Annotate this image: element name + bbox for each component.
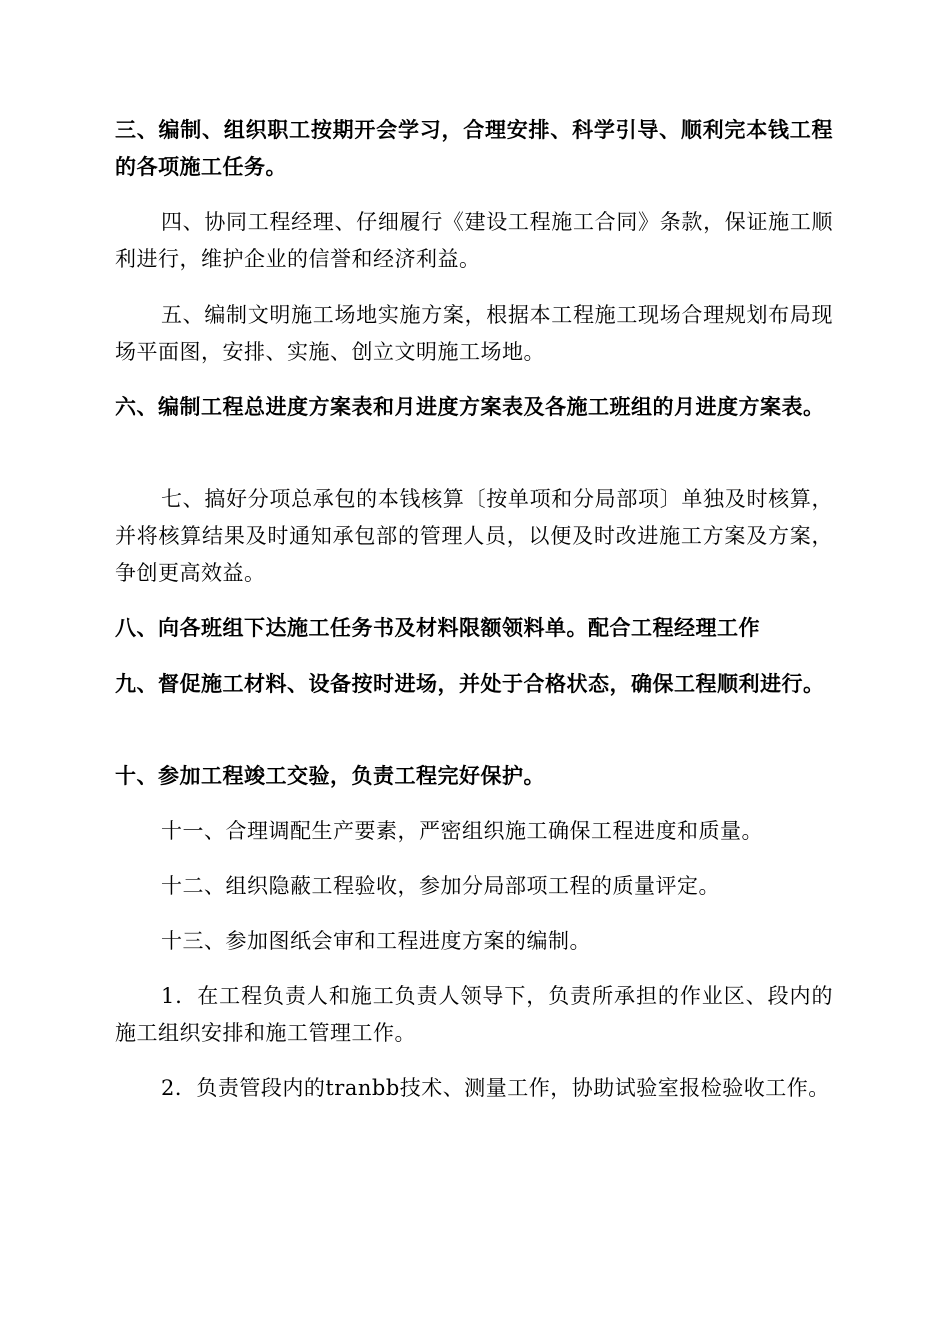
- paragraph-13: 十三、参加图纸会审和工程进度方案的编制。: [161, 929, 591, 953]
- paragraph-11: 十一、合理调配生产要素，严密组织施工确保工程进度和质量。: [161, 819, 763, 843]
- paragraph-12: 十二、组织隐蔽工程验收，参加分局部项工程的质量评定。: [161, 874, 720, 898]
- paragraph-4: 四、协同工程经理、仔细履行《建设工程施工合同》条款，保证施工顺利进行，维护企业的信誉和经济利益。: [115, 210, 833, 271]
- paragraph-9: 九、督促施工材料、设备按时进场，并处于合格状态，确保工程顺利进行。: [115, 672, 825, 696]
- paragraph-7: 七、搞好分项总承包的本钱核算〔按单项和分局部项〕单独及时核算，并将核算结果及时通知承包部的管理人员，以便及时改进施工方案及方案，争创更高效益。: [115, 487, 833, 585]
- paragraph-item-2: 2．负责管段内的tranbb技术、测量工作，协助试验室报检验收工作。: [161, 1076, 830, 1100]
- paragraph-8: 八、向各班组下达施工任务书及材料限额领料单。配合工程经理工作: [115, 616, 760, 640]
- paragraph-3: 三、编制、组织职工按期开会学习，合理安排、科学引导、顺利完本钱工程的各项施工任务。: [115, 118, 833, 179]
- paragraph-5: 五、编制文明施工场地实施方案，根据本工程施工现场合理规划布局现场平面图，安排、实施、创立文明施工场地。: [115, 303, 833, 364]
- paragraph-6: 六、编制工程总进度方案表和月进度方案表及各施工班组的月进度方案表。: [115, 395, 825, 419]
- paragraph-10: 十、参加工程竣工交验，负责工程完好保护。: [115, 764, 545, 788]
- paragraph-item-1: 1．在工程负责人和施工负责人领导下，负责所承担的作业区、段内的施工组织安排和施工管理工作。: [115, 984, 833, 1045]
